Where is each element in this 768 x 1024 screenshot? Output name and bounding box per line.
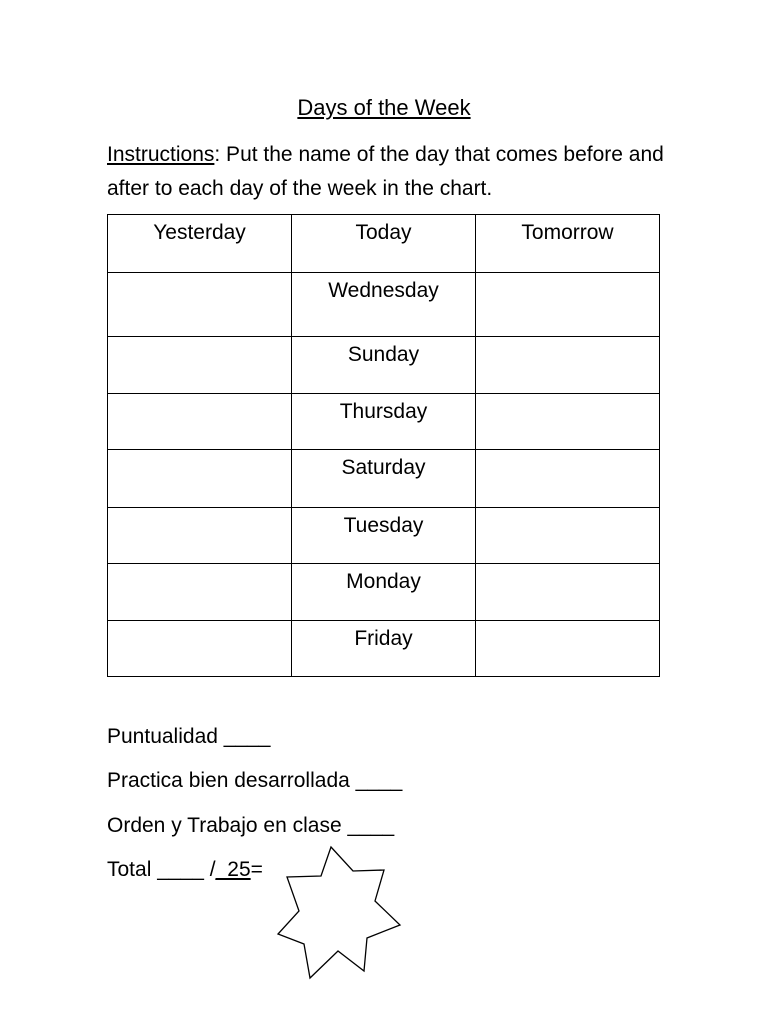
today-cell: Thursday — [292, 394, 476, 450]
header-today: Today — [292, 215, 476, 273]
instructions-text: : Put the name of the day that comes before and after to each day of the week in the chart. — [107, 143, 664, 200]
total-max: _25 — [215, 858, 251, 881]
today-cell: Saturday — [292, 450, 476, 508]
instructions — [107, 138, 667, 206]
yesterday-cell[interactable] — [108, 394, 292, 450]
tomorrow-cell[interactable] — [476, 273, 660, 337]
table-row — [108, 337, 660, 394]
today-cell: Monday — [292, 564, 476, 621]
tomorrow-cell[interactable] — [476, 450, 660, 508]
today-cell: Friday — [292, 621, 476, 677]
yesterday-cell[interactable] — [108, 621, 292, 677]
total-suffix: = — [250, 858, 263, 881]
score-puntualidad: Puntualidad ____ — [107, 725, 271, 748]
tomorrow-cell[interactable] — [476, 394, 660, 450]
tomorrow-cell[interactable] — [476, 621, 660, 677]
header-yesterday: Yesterday — [108, 215, 292, 273]
table-row — [108, 564, 660, 621]
table-row — [108, 394, 660, 450]
page-title: Days of the Week — [297, 95, 471, 120]
tomorrow-cell[interactable] — [476, 508, 660, 564]
yesterday-cell[interactable] — [108, 450, 292, 508]
yesterday-cell[interactable] — [108, 337, 292, 394]
yesterday-cell[interactable] — [108, 564, 292, 621]
total-prefix: Total ____ / — [107, 858, 216, 881]
score-total — [107, 856, 263, 884]
seven-point-star — [278, 847, 400, 978]
today-cell: Sunday — [292, 337, 476, 394]
tomorrow-cell[interactable] — [476, 337, 660, 394]
yesterday-cell[interactable] — [108, 273, 292, 337]
instructions-label: Instructions — [107, 143, 215, 166]
days-chart — [107, 214, 660, 677]
today-cell: Tuesday — [292, 508, 476, 564]
header-tomorrow: Tomorrow — [476, 215, 660, 273]
score-orden: Orden y Trabajo en clase ____ — [107, 814, 395, 837]
table-row — [108, 621, 660, 677]
table-row — [108, 508, 660, 564]
table-header-row — [108, 215, 660, 273]
table-row — [108, 273, 660, 337]
tomorrow-cell[interactable] — [476, 564, 660, 621]
today-cell: Wednesday — [292, 273, 476, 337]
yesterday-cell[interactable] — [108, 508, 292, 564]
star-shape — [276, 845, 402, 980]
score-practica: Practica bien desarrollada ____ — [107, 769, 403, 792]
table-row — [108, 450, 660, 508]
